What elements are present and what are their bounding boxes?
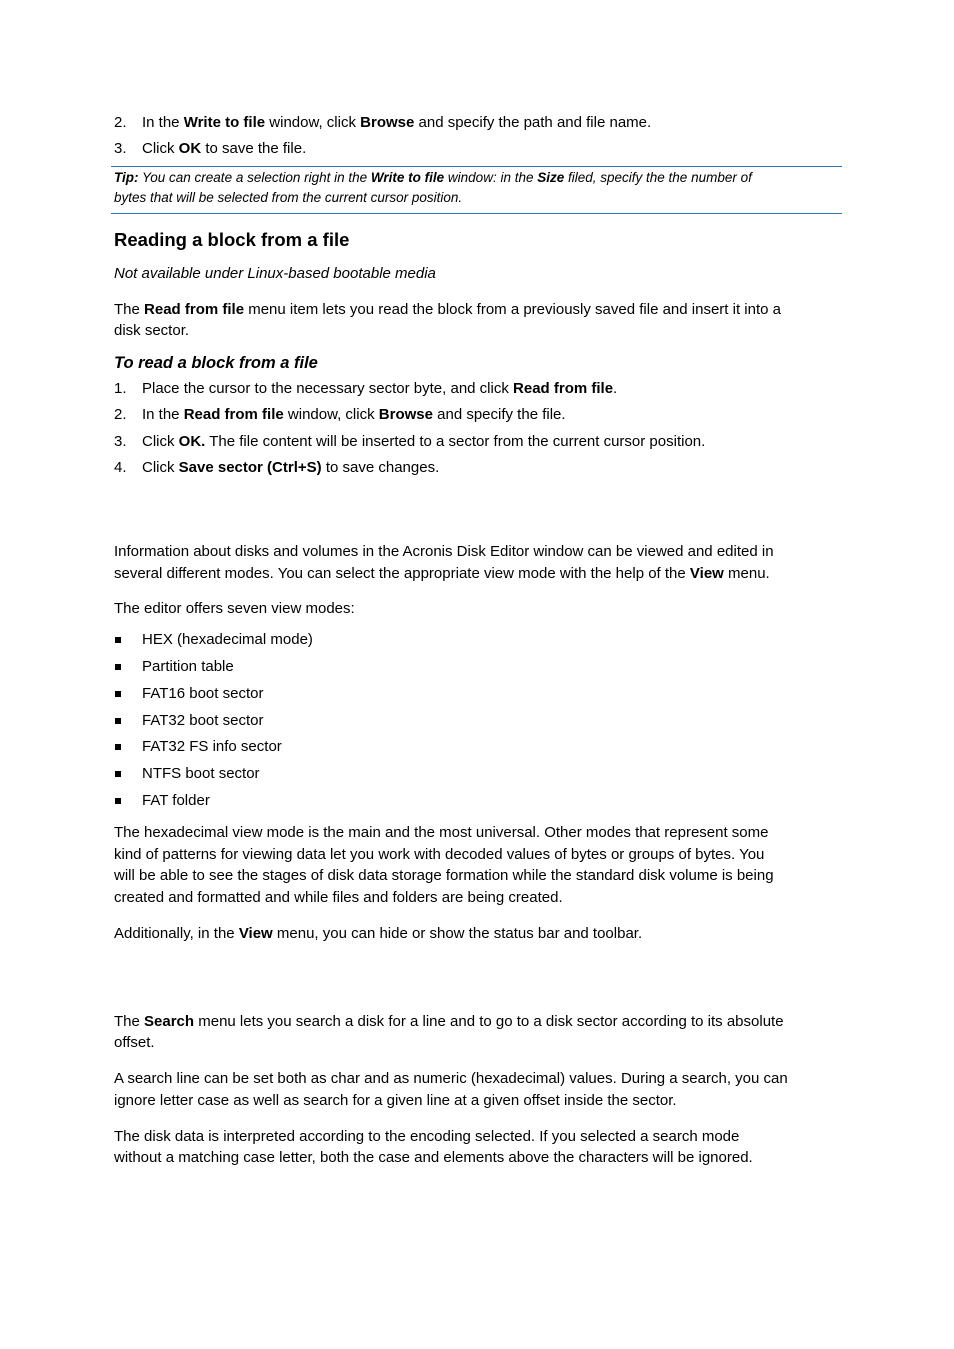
paragraph-line: without a matching case letter, both the case and elements above the characters will be ignored. xyxy=(114,1149,753,1166)
ui-term: Browse xyxy=(378,406,433,423)
bullet-icon xyxy=(115,637,121,643)
step-text: In the xyxy=(142,406,184,423)
ui-term: OK. xyxy=(178,433,206,450)
step-text: window, click xyxy=(283,406,379,423)
paragraph-line: Information about disks and volumes in the Acronis Disk Editor window can be viewed and edited in xyxy=(114,543,774,560)
ui-term: Size xyxy=(537,170,565,185)
tip-text: window: in the xyxy=(444,170,538,185)
step-text: Click xyxy=(142,459,179,476)
list-item-label: FAT folder xyxy=(142,792,210,809)
availability-note: Not available under Linux-based bootable media xyxy=(114,265,436,282)
text: The xyxy=(114,1013,145,1030)
tip-box xyxy=(111,166,842,214)
paragraph-line: A search line can be set both as char and as numeric (hexadecimal) values. During a search, you can xyxy=(114,1070,788,1087)
paragraph-line xyxy=(114,1012,784,1032)
text: menu. xyxy=(723,565,770,582)
paragraph-line xyxy=(114,564,770,584)
list-item xyxy=(114,685,842,705)
step-text: The file content will be inserted to a sector from the current cursor position. xyxy=(205,433,706,450)
step-text: and specify the path and file name. xyxy=(414,114,652,131)
paragraph-line xyxy=(114,924,642,944)
step-number: 2. xyxy=(114,406,127,423)
ui-term: Read from file xyxy=(513,380,614,397)
text: menu item lets you read the block from a previously saved file and insert it into a xyxy=(244,301,781,318)
ui-term: OK xyxy=(178,140,202,157)
step-text: window, click xyxy=(265,114,361,131)
tip-label: Tip: xyxy=(114,170,139,185)
bullet-icon xyxy=(115,664,121,670)
list-item-label: Partition table xyxy=(142,658,234,675)
ui-term: Write to file xyxy=(370,170,445,185)
bullet-icon xyxy=(115,771,121,777)
tip-text: bytes that will be selected from the current cursor position. xyxy=(114,190,463,205)
step-text: and specify the file. xyxy=(432,406,566,423)
list-item xyxy=(114,631,842,651)
procedure-heading: To read a block from a file xyxy=(114,354,318,372)
text: Additionally, in the xyxy=(114,925,239,942)
paragraph-line: The hexadecimal view mode is the main and the most universal. Other modes that represent some xyxy=(114,824,769,841)
step-text: In the xyxy=(142,114,184,131)
text: several different modes. You can select the appropriate view mode with the help of the xyxy=(114,565,690,582)
text: menu, you can hide or show the status bar and toolbar. xyxy=(272,925,643,942)
list-item-label: HEX (hexadecimal mode) xyxy=(142,631,313,648)
text: The xyxy=(114,301,145,318)
list-item xyxy=(114,738,842,758)
ui-term: Write to file xyxy=(183,114,266,131)
text: menu lets you search a disk for a line and to go to a disk sector according to its absolute xyxy=(194,1013,784,1030)
ui-term: Browse xyxy=(360,114,415,131)
ui-term: Read from file xyxy=(183,406,284,423)
step-number: 4. xyxy=(114,459,127,476)
paragraph-line xyxy=(114,300,781,320)
list-item xyxy=(114,658,842,678)
step-text: Click xyxy=(142,140,179,157)
paragraph-line: kind of patterns for viewing data let you work with decoded values of bytes or groups of bytes. You xyxy=(114,846,765,863)
step-text: Place the cursor to the necessary sector byte, and click xyxy=(142,380,514,397)
paragraph-line: The disk data is interpreted according to the encoding selected. If you selected a search mode xyxy=(114,1128,740,1145)
section-heading: Reading a block from a file xyxy=(114,229,350,250)
ui-term: Search xyxy=(144,1013,195,1030)
step-number: 1. xyxy=(114,380,127,397)
tip-text: filed, specify the the number of xyxy=(564,170,752,185)
ui-term: View xyxy=(689,565,724,582)
bullet-icon xyxy=(115,798,121,804)
step-text: to save changes. xyxy=(321,459,440,476)
ui-term: View xyxy=(238,925,273,942)
step-number: 3. xyxy=(114,433,127,450)
list-item-label: FAT32 boot sector xyxy=(142,712,264,729)
paragraph-line: The editor offers seven view modes: xyxy=(114,600,355,617)
list-item xyxy=(114,712,842,732)
bullet-icon xyxy=(115,744,121,750)
step-number: 2. xyxy=(114,114,127,131)
ui-term: Read from file xyxy=(144,301,245,318)
paragraph-line: ignore letter case as well as search for a given line at a given offset inside the sector. xyxy=(114,1092,677,1109)
paragraph-line: created and formatted and while files and folders are being created. xyxy=(114,889,563,906)
list-item-label: FAT32 FS info sector xyxy=(142,738,282,755)
tip-text: You can create a selection right in the xyxy=(138,170,371,185)
step-text: . xyxy=(613,380,618,397)
ui-term: Save sector (Ctrl+S) xyxy=(178,459,322,476)
step-text: Click xyxy=(142,433,179,450)
bullet-icon xyxy=(115,691,121,697)
list-item xyxy=(114,792,842,812)
list-item-label: FAT16 boot sector xyxy=(142,685,264,702)
list-item-label: NTFS boot sector xyxy=(142,765,260,782)
bullet-icon xyxy=(115,718,121,724)
step-number: 3. xyxy=(114,140,127,157)
paragraph-line: will be able to see the stages of disk data storage formation while the standard disk volume is being xyxy=(114,867,774,884)
list-item xyxy=(114,765,842,785)
paragraph-line: offset. xyxy=(114,1034,155,1051)
paragraph-line: disk sector. xyxy=(114,322,190,339)
step-text: to save the file. xyxy=(201,140,307,157)
